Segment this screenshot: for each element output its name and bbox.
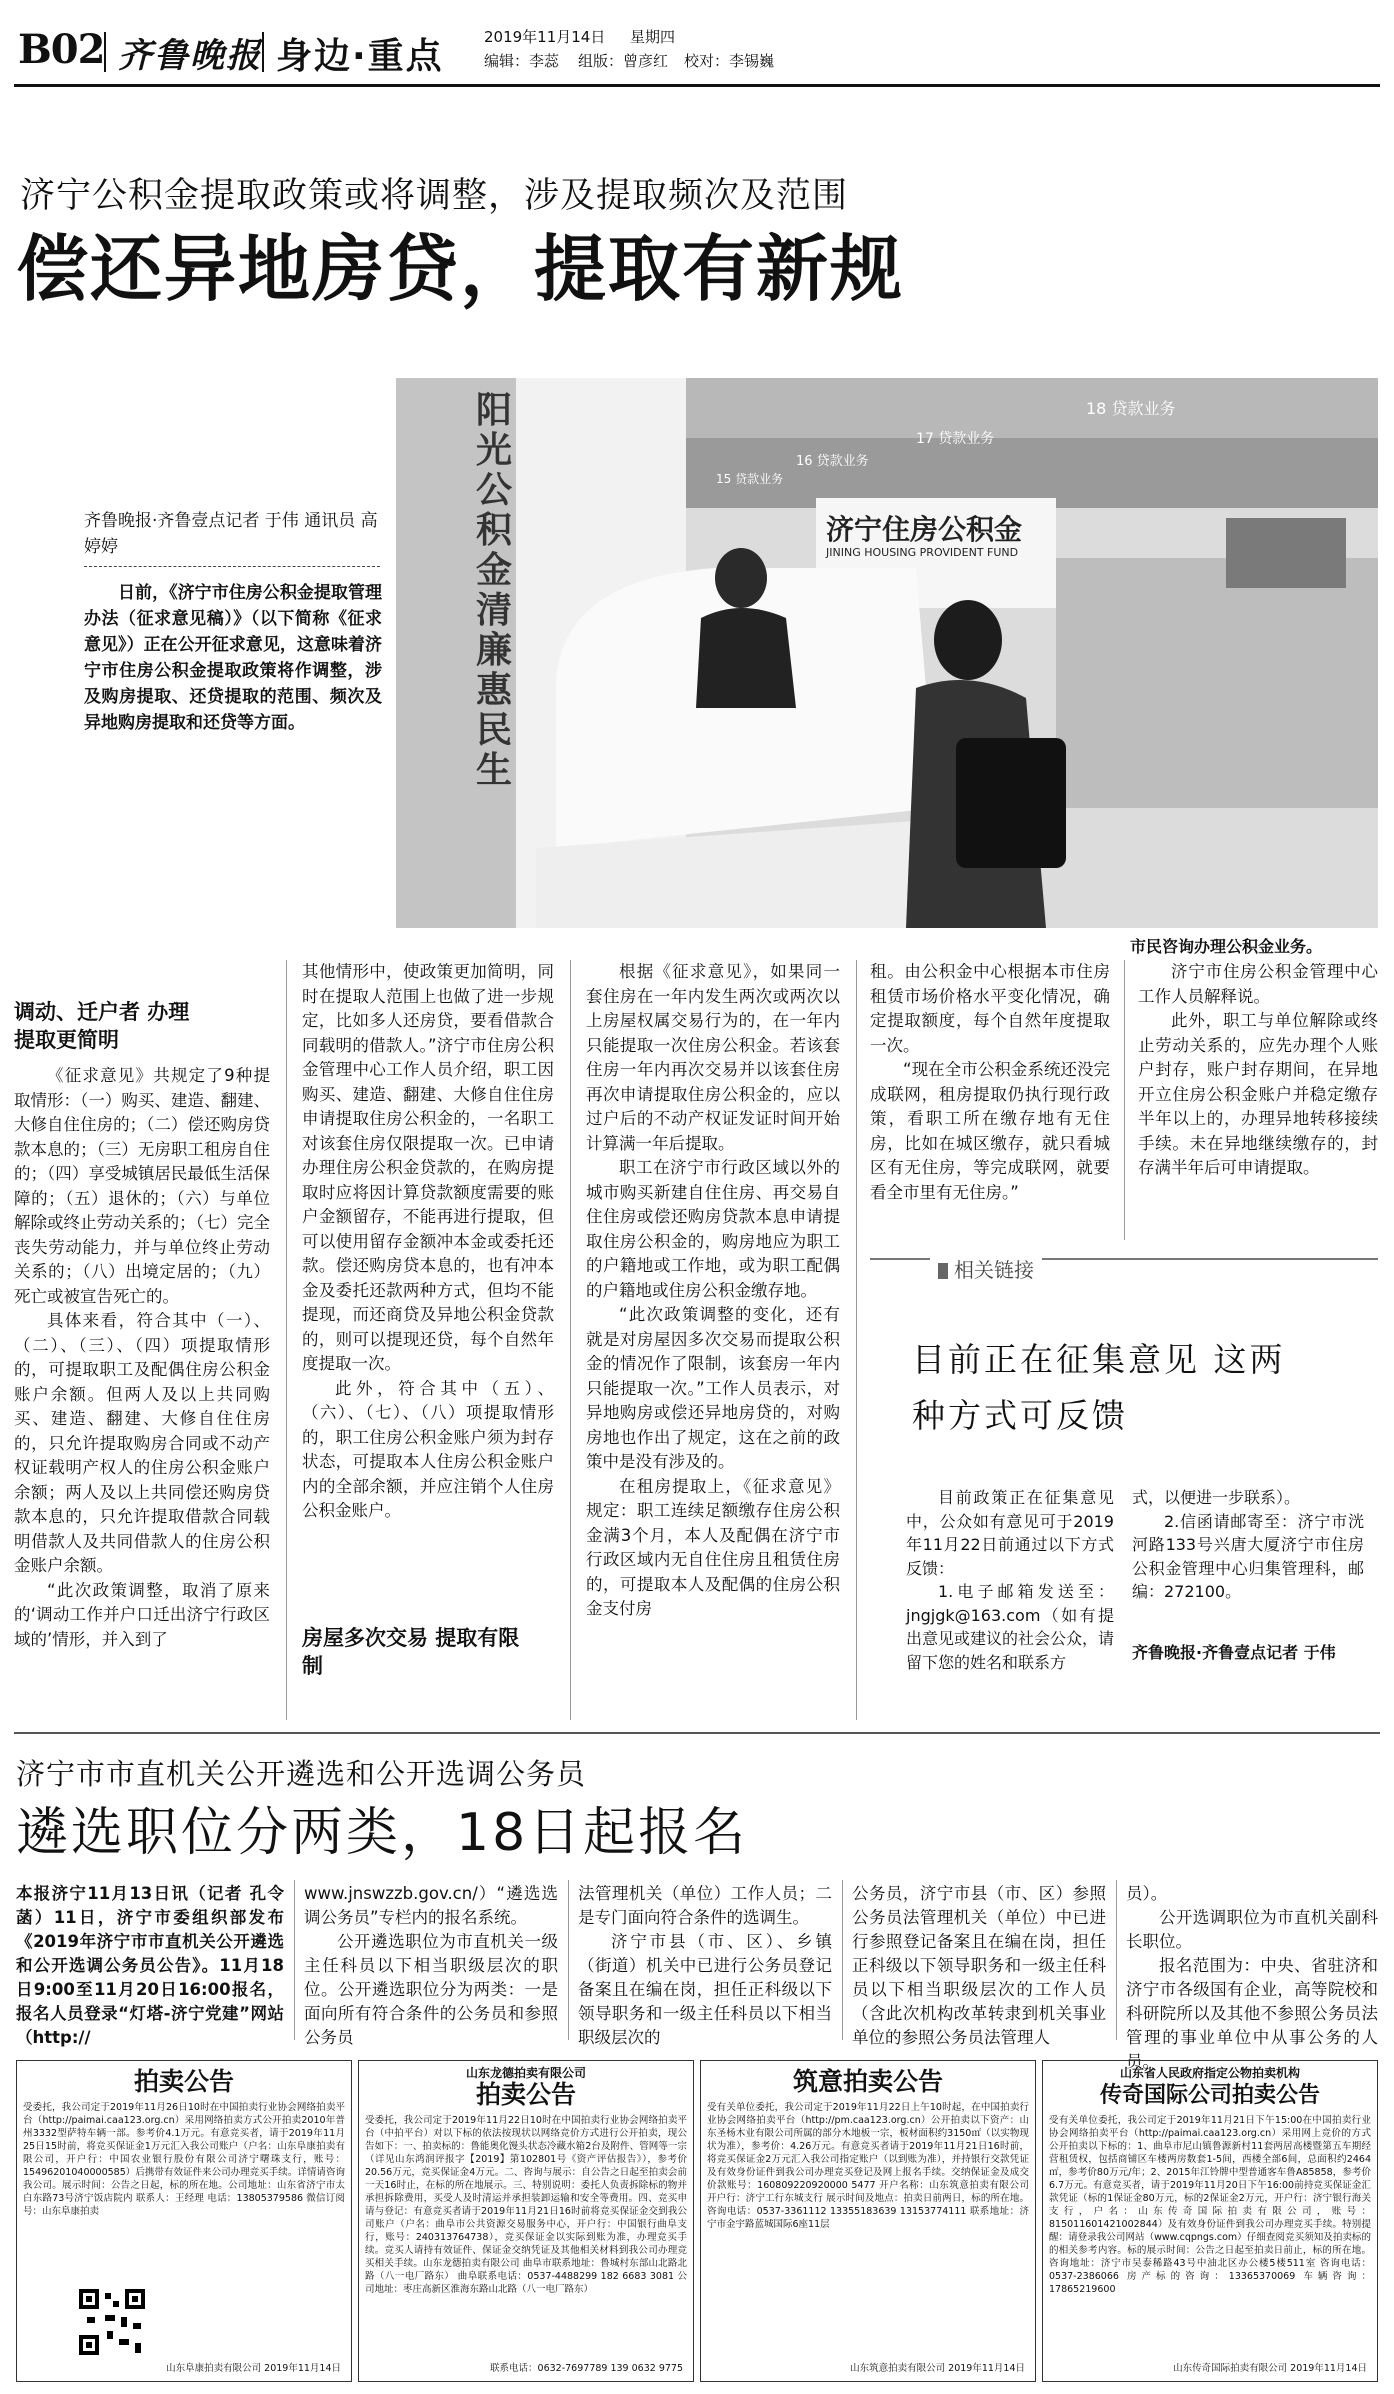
paragraph: 此外，职工与单位解除或终止劳动关系的，应先办理个人账户封存，账户封存期间，在异地开立住房公积金账户并稳定缴存半年以上的，办理异地转移接续手续。未在异地继续缴存的，封存满半年后可申请提取。 [1138, 1011, 1378, 1177]
ad-title: 拍卖公告 [475, 2080, 576, 2109]
column-rule [842, 1880, 843, 2040]
sidebar-col2 [1132, 1486, 1364, 1604]
paragraph: 公开遴选职位为市直机关一级主任科员以下相当职级层次的职位。公开遴选职位分为两类：一是面向所有符合条件的公务员和参照公务员 [304, 1932, 558, 2047]
paragraph: www.jnswzzb.gov.cn/）“遴选选调公务员”专栏内的报名系统。 [304, 1884, 558, 1927]
counter-sign-en: JINING HOUSING PROVIDENT FUND [826, 546, 1019, 559]
ad-body: 受委托，我公司定于2019年11月22日10时在中国拍卖行业协会网络拍卖平台（中拍平台）对以下标的依法按现状以网络竞价方式进行公开拍卖，现公告如下：一、拍卖标的：鲁能奥化馒头状态冷藏水箱2台及附件、管网等一宗（详见山东鸿润评报字【2019】第102801号《资产评估报告》），参考价20.56万元，竞买保证金4万元。二、咨询与展示：自公告之日起至拍卖会前一天16时止，在标的所在地展示。三、特别说明：委托人负责拆除标的物并承担拆除费用，买受人及时清运并承担装卸运输和安全等费用。四、竞买申请与登记：有意竞买者请于2019年11月21日16时前将竞买保证金交到我公司账户（户名：曲阜市公共资源交易服务中心，开户行：中国银行曲阜支行，账号：240313764738），竞买保证金以实际到账为准，办理竞买手续。竞买人请持有效证件、保证金交纳凭证及其他相关材料到我公司办理竞买相关手续。山东龙德拍卖有限公司 曲阜市联系地址：鲁城村东部山北路北路（八一电厂路东） 曲阜联系电话：0537-4488299 182 6683 3081 公司地址：枣庄高新区淮海东路山北路（八一电厂路东） [365, 2115, 687, 2295]
article1-col5 [1138, 960, 1378, 1181]
sidebar-credit: 齐鲁晚报·齐鲁壹点记者 于伟 [1132, 1643, 1336, 1662]
ad-footer: 联系电话：0632-7697789 139 0632 9775 [490, 2363, 683, 2374]
paragraph: 在租房提取上，《征求意见》规定：职工连续足额缴存住房公积金满3个月，本人及配偶在济宁市行政区域内无自住住房且租赁住房的，可提取本人及配偶的住房公积金支付房 [586, 1476, 840, 1618]
masthead-rule [14, 84, 1380, 87]
ad-footer: 山东阜康拍卖有限公司 2019年11月14日 [166, 2363, 341, 2374]
paragraph: 公开选调职位为市直机关副科长职位。 [1126, 1908, 1378, 1951]
subhead-transactions: 房屋多次交易 提取有限制 [302, 1626, 520, 1678]
column-rule [294, 1880, 295, 2040]
article2-col2 [304, 1882, 558, 2050]
paragraph: 济宁市县（市、区）、乡镇（街道）机关中已进行公务员登记备案且在编在岗，担任正科级以下领导职务和一级主任科员以下相当职级层次的 [578, 1932, 832, 2047]
article2-col5 [1126, 1882, 1378, 2074]
paragraph: 济宁市住房公积金管理中心工作人员解释说。 [1138, 962, 1378, 1006]
page-number: B02 [18, 26, 105, 73]
ad-chuanqi-auction [1042, 2060, 1378, 2382]
paragraph: 2.信函请邮寄至：济宁市洸河路133号兴唐大厦济宁市住房公积金管理中心归集管理科，邮编：272100。 [1132, 1511, 1364, 1601]
article2-headline: 遴选职位分两类，18日起报名 [16, 1803, 749, 1863]
sidebar-col1 [906, 1486, 1114, 1674]
masthead-divider [104, 32, 106, 72]
layout-credit: 组版：曾彦红 [578, 52, 669, 70]
section-divider [14, 1732, 1380, 1734]
ad-footer: 山东筑意拍卖有限公司 2019年11月14日 [850, 2363, 1025, 2374]
paragraph: 员）。 [1126, 1884, 1168, 1903]
ad-title: 筑意拍卖公告 [792, 2067, 943, 2096]
ad-footer: 山东传奇国际拍卖有限公司 2019年11月14日 [1173, 2363, 1367, 2374]
paragraph [16, 1882, 284, 2050]
paragraph: 公务员，济宁市县（市、区）参照公务员法管理机关（单位）中已进行参照登记备案且在编在岗，担任正科级以下领导职务和一级主任科员以下相当职级层次的工作人员（含此次机构改革转隶到机关事业单位的参照公务员法管理人 [852, 1884, 1106, 2047]
ad-company: 山东省人民政府指定公物拍卖机构 [1119, 2066, 1300, 2080]
paragraph: 此外，符合其中（五）、（六）、（七）、（八）项提取情形的，职工住房公积金账户须为封存状态，可提取本人住房公积金账户内的全部余额，并应注销个人住房公积金账户。 [302, 1378, 554, 1520]
window-sign-17: 17 贷款业务 [916, 431, 995, 447]
issue-weekday: 星期四 [630, 28, 676, 46]
article2-col3 [578, 1882, 832, 2050]
paragraph: 根据《征求意见》，如果同一套住房在一年内发生两次或两次以上房屋权属交易行为的，在一年内只能提取一次住房公积金。若该套住房一年内再次交易并以该套住房再次申请提取住房公积金的，应以过户后的不动产权证发证时间开始计算满一年后提取。 [586, 962, 840, 1153]
proof-credit: 校对：李锡巍 [684, 52, 775, 70]
ad-body: 受委托，我公司定于2019年11月26日10时在中国拍卖行业协会网络拍卖平台（http://paimai.caa123.org.cn）采用网络拍卖方式公开拍卖2010年普州3332型萨特车辆一部。参考价4.1万元。有意竞买者，请于2019年11月25日15时前，将竞买保证金1万元汇入我公司账户（户名：山东阜康拍卖有限公司，开户行：中国农业银行股份有限公司济宁曙珠支行，账号：15496201040000585）后携带有效证件来公司办理竞买手续。详情请咨询我公司。展示时间：公告之日起，标的所在地。公司地址：山东省济宁市太白东路73号济宁饭店院内 联系人：王经理 电话：13805379586 微信订阅号：山东阜康拍卖 [23, 2102, 345, 2217]
photo-caption: 市民咨询办理公积金业务。 [1130, 937, 1323, 956]
sidebar-tag [930, 1254, 1042, 1283]
paper-logo: 齐鲁晚报 [118, 36, 262, 76]
column-rule [1124, 960, 1125, 1240]
article1-headline: 偿还异地房贷，提取有新规 [16, 227, 905, 311]
column-rule [286, 960, 287, 1720]
paragraph: 报名范围为：中央、省驻济和济宁市各级国有企业，高等院校和科研院所以及其他不参照公务员法管理的事业单位中从事公务的人员。 [1126, 1956, 1378, 2071]
subhead-transfer: 调动、迁户者 办理提取更简明 [14, 1000, 190, 1052]
masthead-divider-2 [262, 32, 264, 72]
article1-col1 [14, 1064, 270, 1652]
article1-photo [396, 378, 1378, 928]
wall-slogan: 阳光公积金 清廉惠民生 [475, 389, 512, 791]
article2-col4 [852, 1882, 1106, 2050]
column-rule [570, 960, 571, 1720]
paragraph: “此次政策调整的变化，还有就是对房屋因多次交易而提取公积金的情况作了限制，该套房一年内只能提取一次。”工作人员表示，对异地购房或偿还异地房贷的，对购房地也作出了规定，这在之前的政策中是没有涉及的。 [586, 1305, 840, 1471]
ad-company: 山东龙德拍卖有限公司 [465, 2066, 586, 2080]
issue-date: 2019年11月14日 [484, 28, 606, 46]
ad-longde-auction [358, 2060, 694, 2382]
ad-body: 受有关单位委托，我公司定于2019年11月22日上午10时起，在中国拍卖行业协会网络拍卖平台（http://pm.caa123.org.cn）公开拍卖以下资产：山东圣杨木业有限公司所属的部分木地板一宗，板材面积约3150㎡（以实物现状为准），参考价：4.26万元。有意竞买者请于2019年11月21日16时前，将竞买保证金2万元汇入我公司指定账户（以到账为准），并持银行交款凭证及有效身份证件到我公司办理竞买登记及网上报名手续。交纳保证金及成交价款账号：160809220920000 5477 开户名称：山东筑意拍卖有限公司 开户行：济宁工行东城支行 展示时间及地点：拍卖日前两日，标的所在地。咨询电话：0537-3361112 13355183639 13153774111 联系地址：济宁市金宇路蓝城国际6座11层 [707, 2102, 1029, 2230]
paragraph: 式，以便进一步联系）。 [1132, 1488, 1301, 1507]
tag-marker-icon [938, 1263, 948, 1279]
dateline: 本报济宁11月13日讯（记者 孔令菡）11日，济宁市委组织部发布《2019年济宁市市直机关公开遴选和公开选调公务员公告》。11月18日9:00至11月20日16:00报名，报名人员登录“灯塔-济宁党建”网站（http:// [16, 1884, 284, 2047]
ad-title: 拍卖公告 [133, 2067, 234, 2096]
column-rule [1116, 1880, 1117, 2040]
sidebar-tag-label: 相关链接 [954, 1258, 1034, 1282]
window-sign-18: 18 贷款业务 [1086, 399, 1176, 418]
article1-kicker: 济宁公积金提取政策或将调整，涉及提取频次及范围 [20, 176, 849, 216]
article1-col2 [302, 960, 554, 1524]
article1-byline: 齐鲁晚报·齐鲁壹点记者 于伟 通讯员 高婷婷 [84, 511, 378, 557]
paragraph: “此次政策调整，取消了原来的‘调动工作并户口迁出济宁行政区域的’情形，并入到了 [14, 1580, 270, 1649]
paragraph: 租。由公积金中心根据本市住房租赁市场价格水平变化情况，确定提取额度，每个自然年度提取一次。 [870, 962, 1110, 1055]
article2-col1 [16, 1882, 284, 2050]
article1-col3 [586, 960, 840, 1622]
editor-credit: 编辑：李蕊 [484, 52, 560, 70]
paragraph: “现在全市公积金系统还没完成联网，租房提取仍执行现行政策，看职工所在缴存地有无住房，比如在城区缴存，就只看城区有无住房，等完成联网，就要看全市里有无住房。” [870, 1060, 1110, 1202]
article1-col4 [870, 960, 1110, 1205]
ad-body: 受有关单位委托，我公司定于2019年11月21日下午15:00在中国拍卖行业协会网络拍卖平台（http://paimai.caa123.org.cn）采用网上竞价的方式公开拍卖以下标的：1、曲阜市尼山镇鲁源新村11套两居高楼暨第五车期经营租赁权，包括商铺区车楼两房数套1-5间，西楼全部6间，总面积约2464㎡，参考价80万元/年；2、2015年江铃牌中型普通客车鲁A85858，参考价6.7万元。有意竞买者，请于2019年11月20日下午16:00前持竞买保证金汇款凭证（标的1保证金80万元，标的2保证金2万元，开户行：济宁银行海关支行，户名：山东传奇国际拍卖有限公司，账号：815011601421002844）及有效身份证件到我公司办理竞买手续。特别提醒：请登录我公司网站（www.cqpngs.com）仔细查阅竞买须知及拍卖标的的相关参考内容。标的展示时间：公告之日起至拍卖日前止，标的所在地。咨询地址：济宁市吴泰稀路43号中油北区办公楼5楼511室 咨询电话：0537-2386066 房产标的咨询：13365370069 车辆咨询：17865219600 [1049, 2115, 1371, 2295]
service-hall-illustration [396, 378, 1378, 928]
paragraph: 目前政策正在征集意见中，公众如有意见可于2019年11月22日前通过以下方式反馈： [906, 1488, 1114, 1578]
counter-sign-cn: 济宁住房公积金 [826, 513, 1023, 546]
paragraph: 法管理机关（单位）工作人员；二是专门面向符合条件的选调生。 [578, 1884, 832, 1927]
sidebar-title: 目前正在征集意见 这两种方式可反馈 [912, 1340, 1286, 1435]
article1-lead: 日前，《济宁市住房公积金提取管理办法（征求意见稿）》（以下简称《征求意见》）正在公开征求意见，这意味着济宁市住房公积金提取政策将作调整，涉及购房提取、还贷提取的范围、频次及异地购房提取和还贷等方面。 [84, 583, 382, 733]
paragraph: 具体来看，符合其中（一）、（二）、（三）、（四）项提取情形的，可提取职工及配偶住房公积金账户余额。但两人及以上共同购买、建造、翻建、大修自住住房的，只允许提取购房合同或不动产权证载明产权人的住房公积金账户余额；两人及以上共同偿还购房贷款本息的，只允许提取借款合同载明借款人及共同借款人的住房公积金账户余额。 [14, 1311, 270, 1575]
paragraph: 《征求意见》共规定了9种提取情形：（一）购买、建造、翻建、大修自住住房的；（二）偿还购房贷款本息的；（三）无房职工租房自住的；（四）享受城镇居民最低生活保障的；（五）退休的；（六）与单位解除或终止劳动关系的；（七）完全丧失劳动能力，并与单位终止劳动关系的；（八）出境定居的；（九）死亡或被宣告死亡的。 [14, 1066, 270, 1306]
article2-kicker: 济宁市市直机关公开遴选和公开选调公务员 [16, 1757, 587, 1791]
paragraph: 1.电子邮箱发送至：jngjgk@163.com（如有提出意见或建议的社会公众，请留下您的姓名和联系方 [906, 1582, 1115, 1672]
ad-zhuyi-auction [700, 2060, 1036, 2382]
window-sign-15: 15 贷款业务 [716, 472, 784, 486]
column-rule [856, 960, 857, 1720]
ad-fukang-auction [16, 2060, 352, 2382]
paragraph: 职工在济宁市行政区域以外的城市购买新建自住住房、再交易自住住房或偿还购房贷款本息申请提取住房公积金的，购房地应为职工的户籍地或工作地，或为职工配偶的户籍地或住房公积金缴存地。 [586, 1158, 840, 1300]
section-name: 身边·重点 [276, 36, 444, 77]
qr-code-icon [77, 2287, 147, 2357]
window-sign-16: 16 贷款业务 [796, 454, 869, 469]
byline-divider [84, 566, 380, 567]
paragraph: 其他情形中，使政策更加简明，同时在提取人范围上也做了进一步规定，比如多人还房贷，要看借款合同载明的借款人。”济宁市住房公积金管理中心工作人员介绍，职工因购买、建造、翻建、大修自住住房申请提取住房公积金的，一名职工对该套住房仅限提取一次。已申请办理住房公积金贷款的，在购房提取时应将因计算贷款额度需要的账户金额留存，不能再进行提取，但可以使用留存金额冲本金或委托还款。偿还购房贷本息的，也有冲本金及委托还款两种方式，但均不能提现，而还商贷及异地公积金贷款的，则可以提现还贷，每个自然年度提取一次。 [302, 962, 554, 1373]
ad-title: 传奇国际公司拍卖公告 [1099, 2082, 1320, 2108]
column-rule [568, 1880, 569, 2040]
